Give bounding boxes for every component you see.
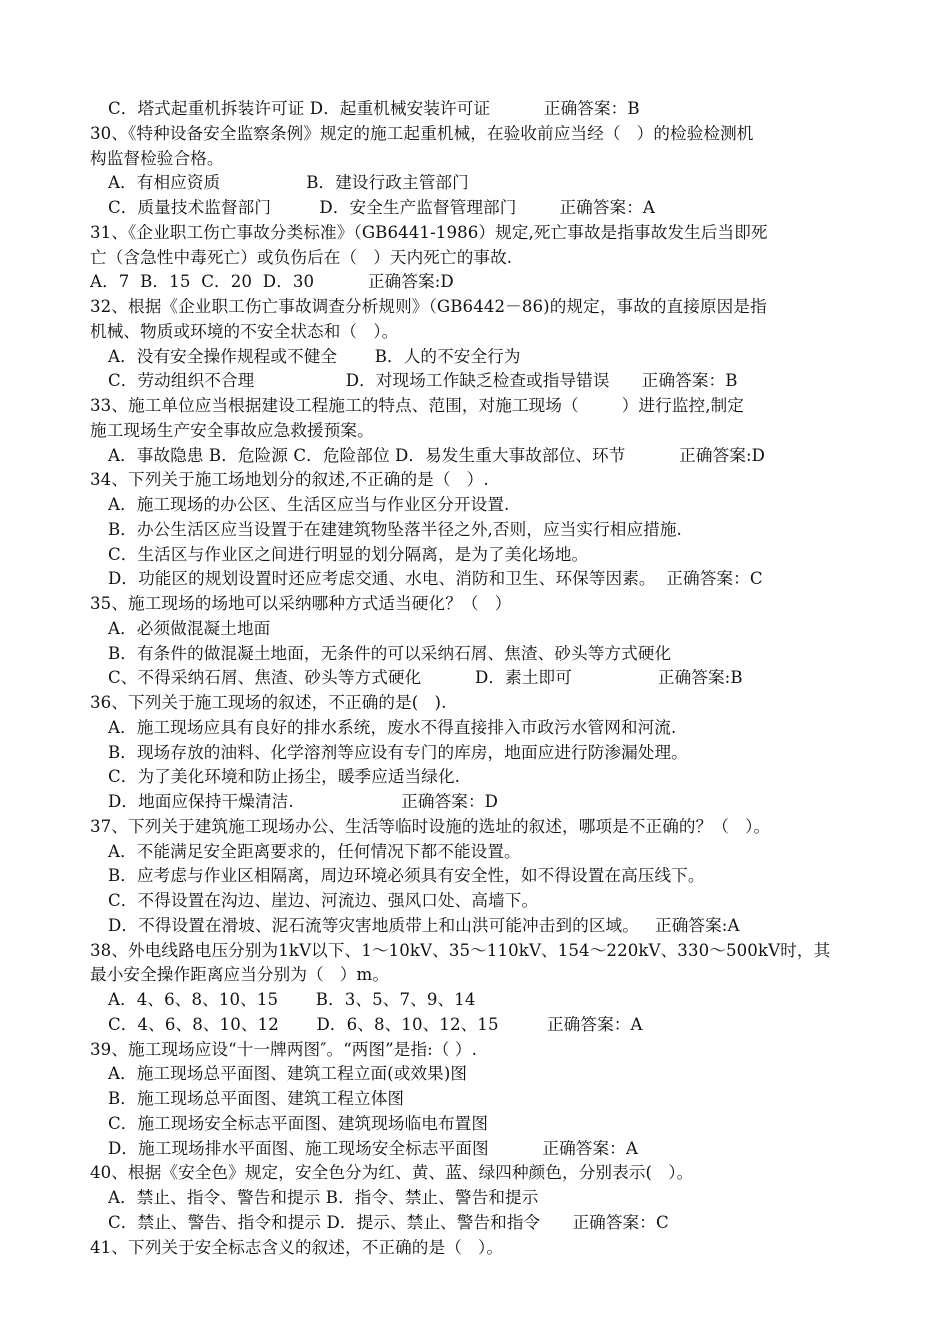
text-line: D．施工现场排水平面图、施工现场安全标志平面图 正确答案：A [108, 1138, 638, 1158]
text-line: 30、《特种设备安全监察条例》规定的施工起重机械，在验收前应当经（ ）的检验检测机 [90, 123, 754, 143]
text-line: B．现场存放的油料、化学溶剂等应设有专门的库房，地面应进行防渗漏处理。 [108, 742, 688, 762]
text-line: A．必须做混凝土地面 [108, 618, 271, 638]
text-line: A．4、6、8、10、15 B．3、5、7、9、14 [108, 990, 476, 1009]
text-line: 亡（含急性中毒死亡）或负伤后在（ ）天内死亡的事故. [90, 247, 513, 267]
text-line: C．不得设置在沟边、崖边、河流边、强风口处、高墙下。 [108, 891, 539, 910]
text-line: 机械、物质或环境的不安全状态和（ ）。 [90, 321, 399, 341]
text-line: A．没有安全操作规程或不健全 B．人的不安全行为 [108, 346, 521, 366]
document-body [90, 97, 880, 1260]
text-line: 最小安全操作距离应当分别为（ ）m。 [90, 965, 390, 985]
text-line: 32、根据《企业职工伤亡事故调查分析规则》（GB6442－86)的规定，事故的直接原因是指 [90, 297, 767, 316]
text-line: 38、外电线路电压分别为1kV以下、1～10kV、35～110kV、154～220kV、330～500kV时，其 [90, 940, 831, 960]
text-line: D．功能区的规划设置时还应考虑交通、水电、消防和卫生、环保等因素。 正确答案：C [108, 569, 763, 589]
text-line: C．质量技术监督部门 D．安全生产监督管理部门 正确答案：A [108, 198, 655, 217]
text-line: A．有相应资质 B．建设行政主管部门 [108, 173, 469, 193]
text-line: 施工现场生产安全事故应急救援预案。 [90, 420, 374, 440]
text-line: 40、根据《安全色》规定，安全色分为红、黄、蓝、绿四种颜色，分别表示( ）。 [90, 1163, 694, 1183]
text-line: 37、下列关于建筑施工现场办公、生活等临时设施的选址的叙述，哪项是不正确的？（ ）。 [90, 816, 771, 836]
text-line: C．禁止、警告、指令和提示 D．提示、禁止、警告和指令 正确答案：C [108, 1212, 669, 1232]
text-line: 构监督检验合格。 [90, 148, 224, 168]
text-line: C．生活区与作业区之间进行明显的划分隔离，是为了美化场地。 [108, 544, 589, 564]
text-line: A．不能满足安全距离要求的，任何情况下都不能设置。 [108, 841, 521, 861]
text-line: D．不得设置在滑坡、泥石流等灾害地质带上和山洪可能冲击到的区域。 正确答案:A [108, 915, 740, 935]
text-line: 33、施工单位应当根据建设工程施工的特点、范围，对施工现场（ ）进行监控,制定 [90, 396, 744, 415]
text-line: C、不得采纳石屑、焦渣、砂头等方式硬化 D．素土即可 正确答案:B [108, 668, 743, 688]
text-line: 41、下列关于安全标志含义的叙述，不正确的是（ ）。 [90, 1237, 504, 1257]
text-line: B．办公生活区应当设置于在建建筑物坠落半径之外,否则，应当实行相应措施. [108, 519, 682, 539]
text-line: A．施工现场的办公区、生活区应当与作业区分开设置. [108, 495, 510, 514]
text-line: 36、下列关于施工现场的叙述，不正确的是( ). [90, 693, 447, 712]
text-line: B．有条件的做混凝土地面，无条件的可以采纳石屑、焦渣、砂头等方式硬化 [108, 643, 672, 663]
text-line: A．施工现场应具有良好的排水系统，废水不得直接排入市政污水管网和河流. [108, 717, 677, 737]
text-line: A．施工现场总平面图、建筑工程立面(或效果)图 [108, 1064, 468, 1084]
text-line: 35、施工现场的场地可以采纳哪种方式适当硬化？（ ） [90, 594, 512, 613]
text-line: 39、施工现场应设“十一牌两图″。“两图”是指:（ ）. [90, 1039, 477, 1059]
text-line: A．事故隐患 B．危险源 C．危险部位 D．易发生重大事故部位、环节 正确答案:D [108, 445, 766, 465]
text-line: 31、《企业职工伤亡事故分类标准》（GB6441-1986）规定,死亡事故是指事故发生后当即死 [90, 222, 768, 242]
text-line: A．7 B．15 C．20 D．30 正确答案:D [90, 272, 454, 292]
text-line: C．4、6、8、10、12 D．6、8、10、12、15 正确答案：A [108, 1014, 643, 1034]
text-line: D．地面应保持干燥清洁. 正确答案：D [108, 792, 499, 811]
text-line: C．塔式起重机拆装许可证 D．起重机械安装许可证 正确答案：B [108, 99, 640, 118]
text-line: B．应考虑与作业区相隔离，周边环境必须具有安全性，如不得设置在高压线下。 [108, 866, 705, 886]
text-line: C．劳动组织不合理 D．对现场工作缺乏检查或指导错误 正确答案：B [108, 371, 738, 391]
text-line: 34、下列关于施工场地划分的叙述,不正确的是（ ）. [90, 470, 489, 490]
text-line: C．施工现场安全标志平面图、建筑现场临电布置图 [108, 1113, 489, 1133]
text-line: A．禁止、指令、警告和提示 B．指令、禁止、警告和提示 [108, 1188, 539, 1207]
text-line: B．施工现场总平面图、建筑工程立体图 [108, 1089, 405, 1108]
text-line: C．为了美化环境和防止扬尘，暖季应适当绿化. [108, 767, 461, 787]
